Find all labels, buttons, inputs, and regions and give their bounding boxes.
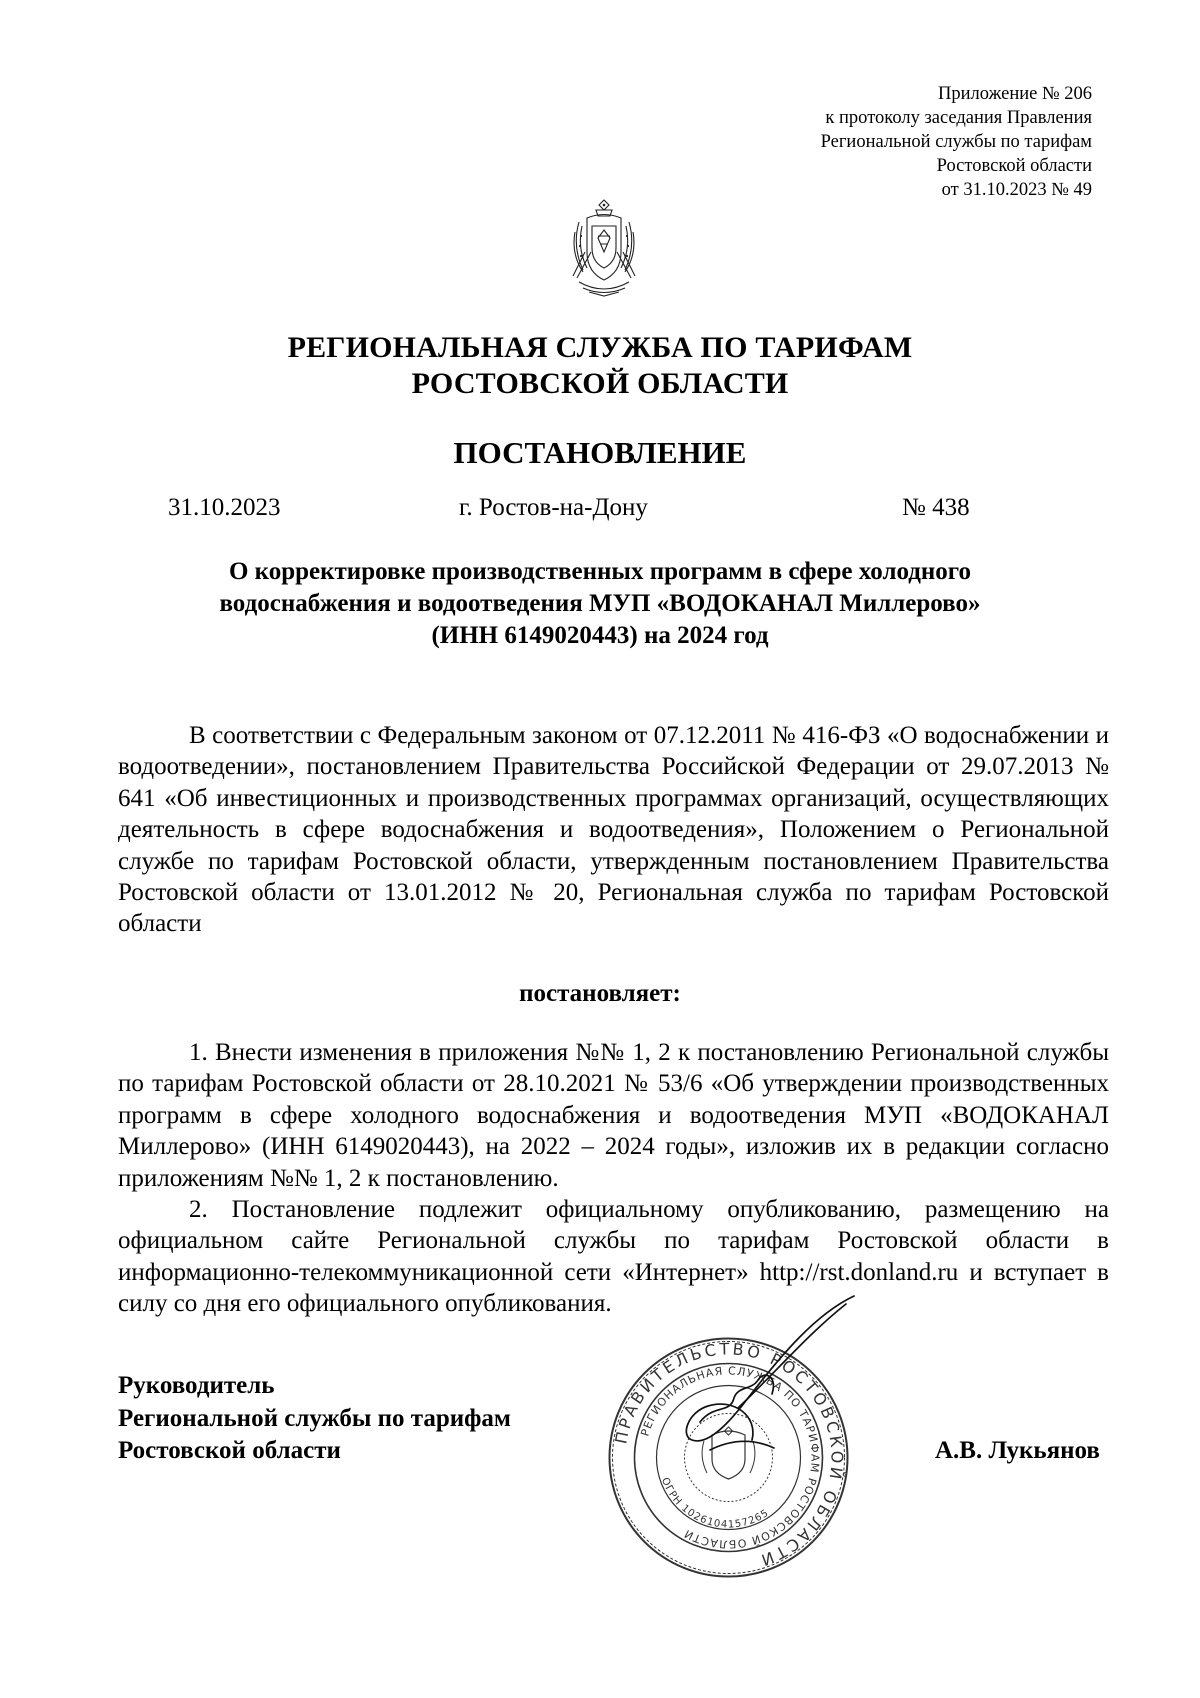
signer-position-line: Ростовской области [118, 1437, 341, 1464]
seal-ogrn-text: ОГРН 1026104157265 [659, 1476, 772, 1531]
document-city: г. Ростов-на-Дону [459, 494, 648, 521]
legal-basis-paragraph: В соответствии с Федеральным законом от 07.12.2011 № 416-ФЗ «О водоснабжении и водоотведении», постановлением Правительства Российской Федерации от 29.07.2013 № 641 «Об инвестиционных и производственных программах организаций, осуществляющих деятельность в сфере водоснабжения и водоотведения», Положением о Региональной службе по тарифам Ростовской области, утвержденным постановлением Правительства Ростовской области от 13.01.2012 № 20, Региональная служба по тарифам Ростовской области [118, 722, 1109, 938]
document-subject [150, 556, 1050, 652]
resolution-item-2: 2. Постановление подлежит официальному опубликованию, размещению на официальном сайте Региональной службы по тарифам Ростовской области в информационно-телекоммуникационной сети «Интернет» http://rst.donland.ru и вступает в силу со дня его официального опубликования. [118, 1196, 1109, 1318]
subject-line: (ИНН 6149020443) на 2024 год [431, 622, 769, 649]
appendix-line: Приложение № 206 [938, 84, 1092, 104]
signer-position-line: Региональной службы по тарифам [118, 1404, 511, 1432]
document-type: ПОСТАНОВЛЕНИЕ [453, 435, 747, 470]
agency-name-line: РЕГИОНАЛЬНАЯ СЛУЖБА ПО ТАРИФАМ [287, 331, 913, 364]
appendix-line: от 31.10.2023 № 49 [941, 180, 1092, 200]
seal-outer-text: ПРАВИТЕЛЬСТВО РОСТОВСКОЙ ОБЛАСТИ [611, 1339, 847, 1571]
subject-line: О корректировке производственных программ в сфере холодного [228, 558, 972, 585]
resolution-item-1: 1. Внести изменения в приложения №№ 1, 2 к постановлению Региональной службы по тарифам Ростовской области от 28.10.2021 № 53/6 «Об утверждении производственных программ в сфере холодного водоснабжения и водоотведения МУП «ВОДОКАНАЛ Миллерово» (ИНН 6149020443), на 2022 – 2024 годы», изложив их в редакции согласно приложениям №№ 1, 2 к постановлению. [118, 1039, 1109, 1192]
agency-name-line: РОСТОВСКОЙ ОБЛАСТИ [411, 367, 789, 400]
document-date: 31.10.2023 [168, 494, 281, 521]
appendix-line: Региональной службы по тарифам [820, 132, 1092, 152]
appendix-reference [821, 82, 1092, 202]
document-number: № 438 [902, 494, 970, 521]
signer-name: А.В. Лукьянов [935, 1437, 1100, 1464]
coat-of-arms-icon [565, 196, 643, 298]
appendix-line: к протоколу заседания Правления [825, 108, 1092, 128]
signer-position-line: Руководитель [118, 1372, 275, 1399]
seal-inner-text: РЕГИОНАЛЬНАЯ СЛУЖБА ПО ТАРИФАМ РОСТОВСКОЙ ОБЛАСТИ [638, 1364, 822, 1551]
signer-position [118, 1370, 511, 1468]
subject-line: водоснабжения и водоотведения МУП «ВОДОКАНАЛ Миллерово» [219, 590, 981, 617]
handwritten-signature-icon [640, 1290, 860, 1510]
resolves-heading: постановляет: [519, 980, 681, 1007]
appendix-line: Ростовской области [936, 156, 1092, 176]
agency-name [0, 330, 1200, 402]
